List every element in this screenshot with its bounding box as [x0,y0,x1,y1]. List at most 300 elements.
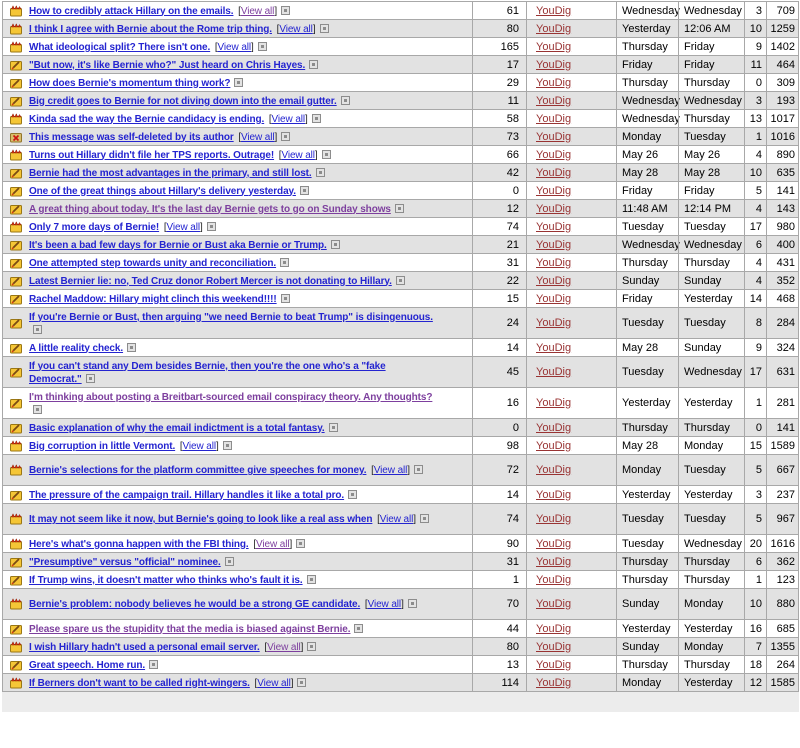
thread-row [3,455,798,486]
thread-title-link[interactable]: Kinda sad the way the Bernie candidacy is ending. [29,113,265,125]
thread-title-link[interactable]: If you're Bernie or Bust, then arguing "we need Bernie to beat Trump" is disingenuous. [29,311,433,323]
view-all-link[interactable]: View all [379,514,414,525]
title-line [29,240,340,251]
thread-detail-icon[interactable] [223,441,232,450]
reply-count: 1 [472,571,526,588]
thread-title-cell [28,147,472,163]
author-link[interactable]: YouDig [536,421,572,434]
thread-row [3,164,798,182]
recs-count: 9 [744,38,766,55]
thread-row [3,236,798,254]
bracket-open: [ [254,677,258,689]
author-link[interactable]: YouDig [536,274,572,287]
title-line [29,204,404,215]
view-all-link[interactable]: View all [271,113,306,125]
author-link[interactable]: YouDig [536,658,572,671]
thread-title-cell [28,358,472,387]
last-post-time: Thursday [678,74,744,91]
thread-title-cell [28,675,472,691]
thread-detail-icon[interactable] [33,405,42,414]
last-post-time: Tuesday [678,504,744,534]
thread-title-link[interactable]: I wish Hillary hadn't used a personal email server. [29,641,260,653]
author-link[interactable]: YouDig [536,598,572,610]
view-count: 685 [766,620,798,637]
thread-title-link[interactable]: Big corruption in little Vermont. [29,440,176,452]
bracket-open: [ [371,465,374,476]
bracket-close: ] [290,677,294,689]
thread-detail-icon[interactable] [296,539,305,548]
author-link[interactable]: YouDig [536,622,572,635]
topic-icon-cell [3,357,28,387]
thread-title-link[interactable]: Here's what's gonna happen with the FBI thing. [29,538,249,550]
last-post-time: Tuesday [678,128,744,145]
author-link[interactable]: YouDig [536,256,572,269]
bracket-close: ] [413,514,416,525]
thread-title-cell [28,511,472,527]
thread-title-link[interactable]: It may not seem like it now, but Bernie's going to look like a real ass when [29,514,373,525]
last-post-time: Thursday [678,553,744,570]
thread-title-link[interactable]: Turns out Hillary didn't file her TPS reports. Outrage! [29,149,275,161]
author-link[interactable]: YouDig [536,397,572,409]
note-topic-icon [9,203,23,215]
view-count: 264 [766,656,798,673]
reply-count: 17 [472,56,526,73]
thread-title-link[interactable]: If Berners don't want to be called right-wingers. [29,677,250,689]
author-link[interactable]: YouDig [536,58,572,71]
view-all [374,514,416,525]
title-line [29,168,325,179]
note-topic-icon [9,167,23,179]
thread-detail-icon[interactable] [307,642,316,651]
thread-detail-icon[interactable] [341,96,350,105]
thread-detail-icon[interactable] [329,423,338,432]
view-count: 352 [766,272,798,289]
author-link[interactable]: YouDig [536,640,572,653]
thread-title-cell [28,129,472,145]
topic-icon-cell [3,200,28,217]
thread-title-cell [28,291,472,307]
reply-count: 42 [472,164,526,181]
thread-row [3,620,798,638]
author-cell [526,589,616,619]
first-post-time: Yesterday [616,486,678,503]
reply-count: 73 [472,128,526,145]
topic-icon-cell [3,504,28,534]
title-line [29,311,439,337]
last-post-time: Monday [678,638,744,655]
thread-title-link[interactable]: If you can't stand any Dem besides Bernie, then you're the one who's a "fake Democrat." [29,360,386,385]
recs-count: 0 [744,74,766,91]
author-link[interactable]: YouDig [536,238,572,251]
view-all-link[interactable]: View all [267,641,301,653]
thread-title-link[interactable]: Great speech. Home run. [29,659,146,671]
thread-title-link[interactable]: If Trump wins, it doesn't matter who thinks who's fault it is. [29,574,303,586]
bracket-close: ] [305,113,308,125]
thread-detail-icon[interactable] [320,24,329,33]
first-post-time: Thursday [616,656,678,673]
reply-count: 15 [472,290,526,307]
reply-count: 80 [472,638,526,655]
title-line [29,464,423,477]
thread-detail-icon[interactable] [322,150,331,159]
thread-title-link[interactable]: What ideological split? There isn't one. [29,41,211,53]
thread-detail-icon[interactable] [258,42,267,51]
view-all-link[interactable]: View all [240,5,275,17]
topic-icon-cell [3,589,28,619]
thread-row [3,110,798,128]
author-link[interactable]: YouDig [536,464,572,476]
thread-title-link[interactable]: Bernie had the most advantages in the primary, and still lost. [29,167,312,179]
view-count: 1017 [766,110,798,127]
reply-count: 14 [472,486,526,503]
thread-detail-icon[interactable] [281,294,290,303]
thread-title-link[interactable]: One attempted step towards unity and reconciliation. [29,257,277,269]
thread-title-link[interactable]: I think I agree with Bernie about the Rome trip thing. [29,23,272,35]
topic-icon-cell [3,254,28,271]
author-cell [526,20,616,37]
last-post-time: Friday [678,56,744,73]
bracket-open: [ [264,641,268,653]
author-link[interactable]: YouDig [536,573,572,586]
thread-title-link[interactable]: How does Bernie's momentum thing work? [29,77,231,89]
bracket-close: ] [216,440,219,452]
thread-detail-icon[interactable] [33,325,42,334]
view-all [266,114,308,125]
thread-title-link[interactable]: I'm thinking about posting a Breitbart-sourced email conspiracy theory. Any thoughts? [29,391,433,403]
thread-title-link[interactable]: Rachel Maddow: Hillary might clinch this weekend!!!! [29,293,277,305]
topic-icon-cell [3,553,28,570]
reply-count: 21 [472,236,526,253]
recs-count: 17 [744,357,766,387]
title-line [29,6,290,17]
first-post-time: Friday [616,56,678,73]
author-cell [526,218,616,235]
reply-count: 74 [472,504,526,534]
thread-detail-icon[interactable] [309,60,318,69]
last-post-time: Yesterday [678,674,744,691]
author-cell [526,571,616,588]
thread-title-link[interactable]: Basic explanation of why the email indictment is a total fantasy. [29,422,325,434]
title-line [29,575,316,586]
author-link[interactable]: YouDig [536,341,572,354]
recs-count: 8 [744,308,766,338]
view-all-link[interactable]: View all [166,221,200,233]
reply-count: 12 [472,200,526,217]
view-count: 1016 [766,128,798,145]
thread-row [3,638,798,656]
author-cell [526,308,616,338]
thread-detail-icon[interactable] [207,222,216,231]
first-post-time: Tuesday [616,357,678,387]
view-all-link[interactable]: View all [182,440,217,452]
topic-icon-cell [3,674,28,691]
thread-detail-icon[interactable] [316,168,325,177]
view-all-link[interactable]: View all [257,677,291,689]
view-all-link[interactable]: View all [367,599,402,610]
author-link[interactable]: YouDig [536,4,572,17]
author-cell [526,486,616,503]
author-link[interactable]: YouDig [536,676,572,689]
thread-title-link[interactable]: "But now, it's like Bernie who?" Just heard on Chris Hayes. [29,59,306,71]
hot-topic-icon [9,464,23,476]
thread-detail-icon[interactable] [297,678,306,687]
view-count: 431 [766,254,798,271]
recs-count: 10 [744,20,766,37]
thread-detail-icon[interactable] [396,276,405,285]
title-line [29,441,232,452]
view-count: 1355 [766,638,798,655]
thread-title-link[interactable]: A great thing about today. It's the last day Bernie gets to go on Sunday shows [29,203,391,215]
author-cell [526,419,616,436]
title-line [29,539,305,550]
note-topic-icon [9,397,23,409]
thread-detail-icon[interactable] [300,186,309,195]
author-link[interactable]: YouDig [536,555,572,568]
thread-title-cell [28,462,472,478]
view-count: 1259 [766,20,798,37]
thread-detail-icon[interactable] [127,343,136,352]
thread-row [3,357,798,388]
recs-count: 3 [744,92,766,109]
hot-topic-icon [9,440,23,452]
recs-count: 15 [744,437,766,454]
topic-icon-cell [3,20,28,37]
reply-count: 80 [472,20,526,37]
thread-row [3,146,798,164]
thread-title-link[interactable]: One of the great things about Hillary's delivery yesterday. [29,185,296,197]
recs-count: 4 [744,254,766,271]
author-link[interactable]: YouDig [536,148,572,161]
view-count: 468 [766,290,798,307]
thread-title-link[interactable]: It's been a bad few days for Bernie or Bust aka Bernie or Trump. [29,239,327,251]
thread-title-cell [28,639,472,655]
author-link[interactable]: YouDig [536,292,572,305]
thread-detail-icon[interactable] [86,374,95,383]
thread-detail-icon[interactable] [420,514,429,523]
author-link[interactable]: YouDig [536,366,572,378]
author-link[interactable]: YouDig [536,537,572,550]
bracket-close: ] [314,149,318,161]
recs-count: 14 [744,290,766,307]
bracket-open: [ [238,131,242,143]
bracket-close: ] [300,641,304,653]
bracket-open: [ [276,23,280,35]
thread-row [3,290,798,308]
last-post-time: 12:14 PM [678,200,744,217]
title-line [29,24,329,35]
view-all-link[interactable]: View all [281,149,315,161]
view-count: 667 [766,455,798,485]
author-link[interactable]: YouDig [536,130,572,143]
view-all-link[interactable]: View all [279,23,313,35]
note-topic-icon [9,342,23,354]
first-post-time: Thursday [616,38,678,55]
thread-row [3,339,798,357]
view-all [235,6,277,17]
view-all-link[interactable]: View all [217,41,252,53]
recs-count: 3 [744,2,766,19]
author-cell [526,38,616,55]
last-post-time: Wednesday [678,92,744,109]
author-link[interactable]: YouDig [536,40,572,53]
author-cell [526,146,616,163]
thread-title-link[interactable]: A little reality check. [29,342,124,354]
thread-row [3,437,798,455]
author-cell [526,437,616,454]
first-post-time: Wednesday [616,236,678,253]
author-cell [526,236,616,253]
recs-count: 4 [744,200,766,217]
thread-title-cell [28,340,472,356]
reply-count: 0 [472,419,526,436]
recs-count: 6 [744,236,766,253]
thread-title-link[interactable]: "Presumptive" versus "official" nominee. [29,556,221,568]
topic-icon-cell [3,437,28,454]
topic-icon-cell [3,236,28,253]
author-link[interactable]: YouDig [536,488,572,501]
title-line [29,624,363,635]
author-link[interactable]: YouDig [536,513,572,525]
thread-detail-icon[interactable] [307,575,316,584]
thread-detail-icon[interactable] [331,240,340,249]
thread-title-link[interactable]: Bernie's problem: nobody believes he would be a strong GE candidate. [29,599,361,610]
thread-title-cell [28,75,472,91]
topic-icon-cell [3,164,28,181]
topic-icon-cell [3,388,28,418]
first-post-time: Tuesday [616,535,678,552]
thread-list [2,1,799,692]
first-post-time: Monday [616,674,678,691]
first-post-time: Thursday [616,254,678,271]
thread-detail-icon[interactable] [312,114,321,123]
view-count: 284 [766,308,798,338]
reply-count: 44 [472,620,526,637]
thread-title-cell [28,3,472,19]
view-count: 880 [766,589,798,619]
author-cell [526,2,616,19]
reply-count: 14 [472,339,526,356]
thread-title-cell [28,57,472,73]
bracket-open: [ [364,599,368,610]
thread-detail-icon[interactable] [354,624,363,633]
author-link[interactable]: YouDig [536,166,572,179]
thread-detail-icon[interactable] [225,557,234,566]
last-post-time: Monday [678,589,744,619]
view-all-link[interactable]: View all [241,131,275,143]
note-topic-icon [9,489,23,501]
thread-title-cell [28,165,472,181]
author-cell [526,504,616,534]
thread-title-link[interactable]: Big credit goes to Bernie for not diving down into the email gutter. [29,95,337,107]
title-line [29,490,357,501]
view-all [368,465,410,476]
author-link[interactable]: YouDig [536,184,572,197]
hot-topic-icon [9,538,23,550]
last-post-time: Yesterday [678,290,744,307]
author-link[interactable]: YouDig [536,94,572,107]
thread-detail-icon[interactable] [348,490,357,499]
thread-row [3,38,798,56]
recs-count: 5 [744,182,766,199]
thread-title-cell [28,201,472,217]
reply-count: 29 [472,74,526,91]
recs-count: 7 [744,638,766,655]
first-post-time: Yesterday [616,388,678,418]
title-line [29,78,243,89]
thread-detail-icon[interactable] [408,599,417,608]
thread-detail-icon[interactable] [281,132,290,141]
author-cell [526,357,616,387]
thread-title-link[interactable]: Please spare us the stupidity that the media is biased against Bernie. [29,623,351,635]
author-link[interactable]: YouDig [536,317,572,329]
author-link[interactable]: YouDig [536,220,572,233]
note-topic-icon [9,257,23,269]
thread-row [3,589,798,620]
last-post-time: Yesterday [678,486,744,503]
note-topic-icon [9,185,23,197]
note-topic-icon [9,95,23,107]
thread-title-cell [28,183,472,199]
view-count: 362 [766,553,798,570]
first-post-time: May 26 [616,146,678,163]
view-all-link[interactable]: View all [256,538,290,550]
first-post-time: Friday [616,290,678,307]
thread-detail-icon[interactable] [149,660,158,669]
recs-count: 10 [744,164,766,181]
thread-title-link[interactable]: The pressure of the campaign trail. Hillary handles it like a total pro. [29,489,345,501]
hot-topic-icon [9,598,23,610]
topic-icon-cell [3,74,28,91]
title-line [29,258,289,269]
thread-title-link[interactable]: Latest Bernier lie: no, Ted Cruz donor Robert Mercer is not donating to Hillary. [29,275,392,287]
author-cell [526,164,616,181]
note-topic-icon [9,317,23,329]
thread-title-link[interactable]: Only 7 more days of Bernie! [29,221,160,233]
first-post-time: Thursday [616,74,678,91]
thread-detail-icon[interactable] [234,78,243,87]
last-post-time: Thursday [678,656,744,673]
first-post-time: Thursday [616,419,678,436]
topic-icon-cell [3,419,28,436]
bracket-open: [ [268,113,272,125]
author-link[interactable]: YouDig [536,112,572,125]
author-link[interactable]: YouDig [536,76,572,89]
thread-detail-icon[interactable] [280,258,289,267]
author-link[interactable]: YouDig [536,202,572,215]
thread-title-link[interactable]: This message was self-deleted by its author [29,131,234,143]
author-link[interactable]: YouDig [536,439,572,452]
thread-detail-icon[interactable] [281,6,290,15]
thread-detail-icon[interactable] [414,465,423,474]
title-line [29,96,350,107]
author-link[interactable]: YouDig [536,22,572,35]
recs-count: 4 [744,272,766,289]
thread-title-link[interactable]: How to credibly attack Hillary on the emails. [29,5,234,17]
thread-title-link[interactable]: Bernie's selections for the platform committee give speeches for money. [29,465,367,476]
first-post-time: May 28 [616,339,678,356]
thread-detail-icon[interactable] [395,204,404,213]
author-cell [526,92,616,109]
author-cell [526,56,616,73]
first-post-time: Tuesday [616,504,678,534]
thread-row [3,56,798,74]
hot-topic-icon [9,641,23,653]
thread-title-cell [28,420,472,436]
title-line [29,598,417,611]
note-topic-icon [9,293,23,305]
last-post-time: Wednesday [678,2,744,19]
view-all-link[interactable]: View all [373,465,408,476]
